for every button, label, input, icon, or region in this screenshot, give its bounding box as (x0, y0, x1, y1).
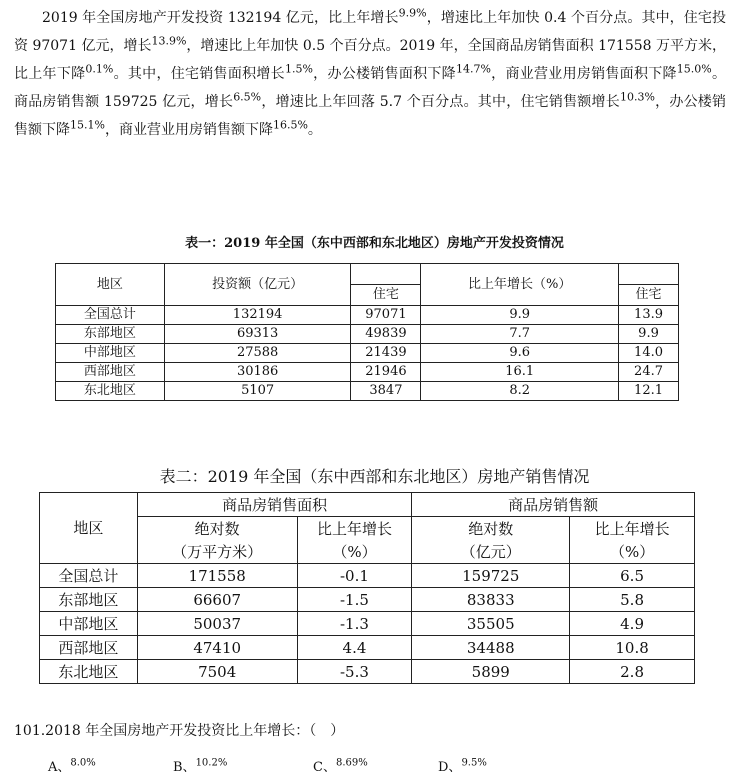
t2-cell-sales-growth: 6.5 (570, 564, 695, 588)
t2-cell-area: 50037 (137, 612, 297, 636)
option-value: 9.5% (461, 757, 487, 769)
table-row (40, 636, 695, 660)
option-value: 10.2% (195, 757, 228, 769)
option-letter: B、 (173, 760, 196, 775)
percent-value: 9.9% (398, 6, 427, 20)
option-b[interactable] (173, 756, 313, 775)
t1-cell-region: 中部地区 (56, 344, 165, 363)
t2-header-area-abs: 绝对数 (137, 517, 297, 541)
t2-cell-sales-growth: 4.9 (570, 612, 695, 636)
t1-header-house-growth: 住宅 (619, 285, 679, 306)
text-segment: ，办公楼销售额下降 (14, 94, 727, 138)
question-text: 101.2018 年全国房地产开发投资比上年增长：（ ） (14, 723, 345, 739)
t2-header-sales: 商品房销售额 (412, 493, 695, 517)
t1-header-blank (351, 264, 421, 285)
investment-table (55, 263, 679, 401)
percent-value: 1.5% (284, 62, 313, 76)
t1-cell-house-growth: 14.0 (619, 344, 679, 363)
option-letter: A、 (48, 760, 71, 775)
t2-cell-sales: 5899 (412, 660, 570, 684)
t2-cell-sales: 159725 (412, 564, 570, 588)
option-letter: C、 (313, 760, 336, 775)
t2-cell-sales: 83833 (412, 588, 570, 612)
t1-cell-region: 西部地区 (56, 363, 165, 382)
percent-value: 16.5% (272, 118, 308, 132)
intro-paragraph (14, 4, 726, 144)
t1-cell-invest: 30186 (164, 363, 351, 382)
t2-cell-area-growth: -5.3 (297, 660, 412, 684)
text-segment: ，办公楼销售面积下降 (312, 66, 456, 82)
percent-value: 15.0% (676, 62, 712, 76)
percent-value: 15.1% (70, 118, 105, 132)
t1-cell-house: 97071 (351, 306, 421, 325)
t1-cell-growth: 16.1 (421, 363, 619, 382)
t2-cell-region: 东北地区 (40, 660, 138, 684)
option-letter: D、 (438, 760, 462, 775)
option-value: 8.0% (70, 757, 96, 769)
t2-cell-area: 47410 (137, 636, 297, 660)
t2-cell-sales: 34488 (412, 636, 570, 660)
t2-header-area-growth-unit: （%） (297, 540, 412, 564)
sales-table (39, 492, 695, 684)
t2-header-sales-growth: 比上年增长 (570, 517, 695, 541)
t1-header-growth: 比上年增长（%） (421, 264, 619, 306)
t1-cell-region: 东北地区 (56, 382, 165, 401)
text-segment: ，商业营业用房销售额下降 (104, 122, 273, 138)
t2-cell-area-growth: -1.3 (297, 612, 412, 636)
text-segment: 2019 年全国房地产开发投资 132194 亿元，比上年增长 (42, 10, 399, 26)
t1-cell-house: 3847 (351, 382, 421, 401)
percent-value: 14.7% (455, 62, 491, 76)
table2-caption: 表二：2019 年全国（东中西部和东北地区）房地产销售情况 (159, 467, 590, 486)
text-segment: 。其中，住宅销售面积增长 (113, 66, 285, 82)
t1-cell-growth: 8.2 (421, 382, 619, 401)
percent-value: 0.1% (85, 62, 114, 76)
t1-header-house: 住宅 (351, 285, 421, 306)
option-a[interactable] (48, 756, 173, 775)
t1-header-invest: 投资额（亿元） (164, 264, 351, 306)
percent-value: 6.5% (233, 90, 262, 104)
option-c[interactable] (313, 756, 438, 775)
t2-cell-sales-growth: 5.8 (570, 588, 695, 612)
t2-cell-region: 西部地区 (40, 636, 138, 660)
table-row (40, 660, 695, 684)
t2-cell-area-growth: -1.5 (297, 588, 412, 612)
t1-cell-invest: 132194 (164, 306, 351, 325)
t1-cell-invest: 69313 (164, 325, 351, 344)
answer-options (48, 756, 487, 775)
table-row (40, 564, 695, 588)
t2-cell-area: 66607 (137, 588, 297, 612)
table-row (56, 363, 679, 382)
t2-header-sales-unit: （亿元） (412, 540, 570, 564)
t2-cell-area: 171558 (137, 564, 297, 588)
t2-header-area: 商品房销售面积 (137, 493, 412, 517)
text-segment: ，商业营业用房销售面积下降 (490, 66, 677, 82)
t2-cell-sales-growth: 2.8 (570, 660, 695, 684)
table-row (56, 325, 679, 344)
t1-header-blank (619, 264, 679, 285)
t1-cell-growth: 7.7 (421, 325, 619, 344)
t2-header-sales-growth-unit: （%） (570, 540, 695, 564)
table-row (40, 588, 695, 612)
t2-cell-region: 全国总计 (40, 564, 138, 588)
text-segment: ，增速比上年加快 0.5 个百分点。2019 年，全国商品房销售面积 171558 万平方米，比上年下降 (14, 38, 727, 82)
percent-value: 10.3% (619, 90, 655, 104)
percent-value: 13.9% (151, 34, 187, 48)
t2-cell-sales-growth: 10.8 (570, 636, 695, 660)
t2-cell-area-growth: 4.4 (297, 636, 412, 660)
t2-cell-area: 7504 (137, 660, 297, 684)
t1-cell-house-growth: 9.9 (619, 325, 679, 344)
t1-cell-growth: 9.6 (421, 344, 619, 363)
t1-cell-house: 21439 (351, 344, 421, 363)
table-row (56, 344, 679, 363)
t1-cell-region: 东部地区 (56, 325, 165, 344)
table1-caption: 表一：2019 年全国（东中西部和东北地区）房地产开发投资情况 (185, 236, 564, 251)
table-row (56, 306, 679, 325)
table-row (56, 382, 679, 401)
text-segment: 。 (307, 122, 322, 138)
t1-cell-invest: 5107 (164, 382, 351, 401)
t1-cell-house: 21946 (351, 363, 421, 382)
t2-header-sales-abs: 绝对数 (412, 517, 570, 541)
t2-cell-region: 东部地区 (40, 588, 138, 612)
option-value: 8.69% (335, 757, 368, 769)
t1-cell-house: 49839 (351, 325, 421, 344)
text-segment: 。商品房销售额 159725 亿元，增长 (14, 66, 727, 110)
t1-cell-house-growth: 12.1 (619, 382, 679, 401)
t1-cell-house-growth: 13.9 (619, 306, 679, 325)
t1-cell-growth: 9.9 (421, 306, 619, 325)
t2-cell-area-growth: -0.1 (297, 564, 412, 588)
t1-cell-house-growth: 24.7 (619, 363, 679, 382)
text-segment: ，增速比上年回落 5.7 个百分点。其中，住宅销售额增长 (261, 94, 620, 110)
t2-cell-sales: 35505 (412, 612, 570, 636)
table-row (40, 612, 695, 636)
t2-header-area-unit: （万平方米） (137, 540, 297, 564)
option-d[interactable] (438, 756, 487, 775)
t2-cell-region: 中部地区 (40, 612, 138, 636)
t2-header-area-growth: 比上年增长 (297, 517, 412, 541)
t2-header-region: 地区 (40, 493, 138, 564)
t1-cell-region: 全国总计 (56, 306, 165, 325)
text-segment: ，增速比上年加快 0.4 个百分点。其中，住宅投资 97071 亿元，增长 (14, 10, 726, 54)
t1-header-region: 地区 (56, 264, 165, 306)
t1-cell-invest: 27588 (164, 344, 351, 363)
